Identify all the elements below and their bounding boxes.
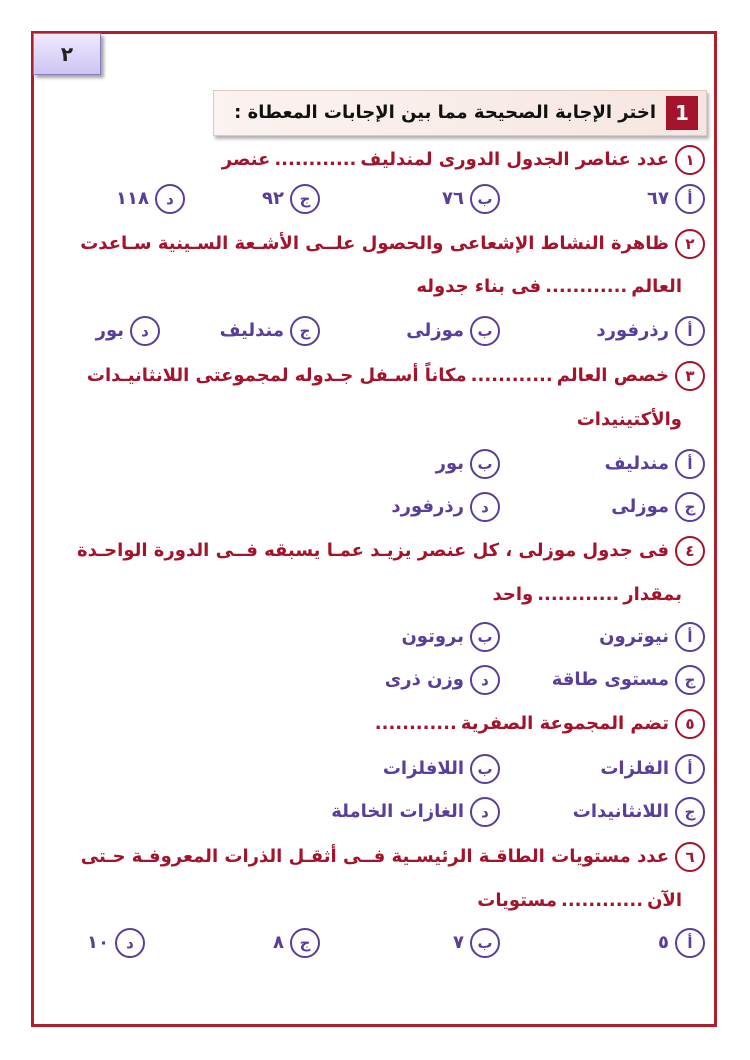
option-letter: د [470,797,500,827]
option-text: نيوترون [599,626,669,647]
option-b[interactable] [383,754,500,784]
question-text: فى جدول موزلى ، كل عنصر يزيـد عمـا يسبقه فــى الدورة الواحـدة [77,540,669,561]
option-b[interactable] [406,316,500,346]
question-2 [80,229,705,259]
answer-blank: ............ [545,276,628,297]
option-letter: أ [675,449,705,479]
question-6-continuation [477,886,682,916]
option-letter: ج [675,665,705,695]
option-text: ٧٦ [442,188,464,209]
option-letter: ج [290,316,320,346]
section-number: 1 [666,96,698,130]
question-text: والأكتينيدات [576,409,682,430]
question-number: ٣ [675,361,705,391]
option-letter: ج [675,492,705,522]
answer-blank: ............ [537,584,620,605]
option-c[interactable] [220,316,320,346]
option-text: ٥ [658,932,669,953]
question-4-continuation [492,580,682,610]
option-text: الغازات الخاملة [331,801,464,822]
option-text: بور [435,453,464,474]
page-number: ٢ [33,33,101,75]
option-text: ١١٨ [116,188,149,209]
question-3-continuation [577,405,682,435]
option-text: بور [95,320,124,341]
option-b[interactable] [442,184,500,214]
option-letter: أ [675,928,705,958]
option-b[interactable] [436,449,500,479]
question-text: مستويات [477,890,557,911]
option-d[interactable] [87,928,145,958]
answer-blank: ............ [374,713,457,734]
option-letter: أ [675,622,705,652]
option-text: مستوى طاقة [551,669,669,690]
option-text: موزلى [611,496,669,517]
option-text: موزلى [406,320,464,341]
question-text: فى بناء جدوله [416,276,542,297]
answer-blank: ............ [470,365,553,386]
option-letter: ب [470,316,500,346]
option-b[interactable] [453,928,500,958]
question-number: ٦ [675,842,705,872]
option-text: ١٠ [87,932,109,953]
option-letter: د [115,928,145,958]
question-text: ظاهرة النشاط الإشعاعى والحصول علــى الأشـعة السـينية سـاعدت [80,233,669,254]
option-a[interactable] [599,622,705,652]
option-text: ٩٢ [262,188,284,209]
question-text: العالم [631,276,682,297]
question-number: ١ [675,145,705,175]
question-5 [371,709,705,739]
question-text: مكاناً أسـفل جـدوله لمجموعتى اللانثانيـدات [86,365,467,386]
option-text: رذرفورد [596,320,669,341]
option-text: ٧ [453,932,464,953]
option-d[interactable] [391,492,500,522]
answer-blank: ............ [274,149,357,170]
option-text: بروتون [401,626,464,647]
section-title: اختر الإجابة الصحيحة مما بين الإجابات المعطاة : [234,102,656,123]
option-text: مندليف [604,453,669,474]
option-letter: ب [470,449,500,479]
option-c[interactable] [552,665,705,695]
question-text: عدد عناصر الجدول الدورى لمندليف [360,149,669,170]
option-text: مندليف [219,320,284,341]
option-letter: د [130,316,160,346]
question-6 [81,842,705,872]
option-c[interactable] [273,928,320,958]
option-letter: د [155,184,185,214]
option-letter: ب [470,184,500,214]
option-a[interactable] [658,928,705,958]
option-b[interactable] [401,622,500,652]
option-d[interactable] [116,184,185,214]
question-2-continuation [416,272,682,302]
option-c[interactable] [611,492,705,522]
option-text: اللافلزات [382,758,464,779]
option-a[interactable] [600,754,705,784]
option-c[interactable] [262,184,320,214]
question-text: خصص العالم [556,365,669,386]
option-letter: ب [470,928,500,958]
option-d[interactable] [96,316,160,346]
option-text: الفلزات [600,758,669,779]
question-text: الآن [647,890,682,911]
answer-blank: ............ [561,890,644,911]
option-letter: أ [675,184,705,214]
option-letter: ب [470,754,500,784]
option-text: ٦٧ [647,188,669,209]
question-3 [87,361,705,391]
question-text: عنصر [221,149,271,170]
option-letter: ج [675,797,705,827]
question-4 [77,536,705,566]
option-text: رذرفورد [391,496,464,517]
page-border [31,31,717,1027]
question-number: ٢ [675,229,705,259]
option-text: ٨ [273,932,284,953]
option-a[interactable] [647,184,705,214]
question-text: بمقدار [623,584,682,605]
question-text: عدد مستويات الطاقـة الرئيسـية فــى أثقـل الذرات المعروفـة حـتى [80,846,669,867]
option-c[interactable] [573,797,705,827]
option-letter: أ [675,316,705,346]
option-text: اللانثانيدات [572,801,669,822]
question-1 [222,145,705,175]
option-a[interactable] [596,316,705,346]
question-number: ٤ [675,536,705,566]
option-letter: أ [675,754,705,784]
section-header [213,90,707,136]
option-text: وزن ذرى [384,669,464,690]
option-letter: ب [470,622,500,652]
option-letter: د [470,665,500,695]
option-d[interactable] [385,665,500,695]
option-letter: د [470,492,500,522]
question-text: تضم المجموعة الصفرية [460,713,669,734]
question-text: واحد [492,584,534,605]
question-number: ٥ [675,709,705,739]
option-a[interactable] [605,449,705,479]
option-letter: ج [290,184,320,214]
option-d[interactable] [331,797,500,827]
option-letter: ج [290,928,320,958]
